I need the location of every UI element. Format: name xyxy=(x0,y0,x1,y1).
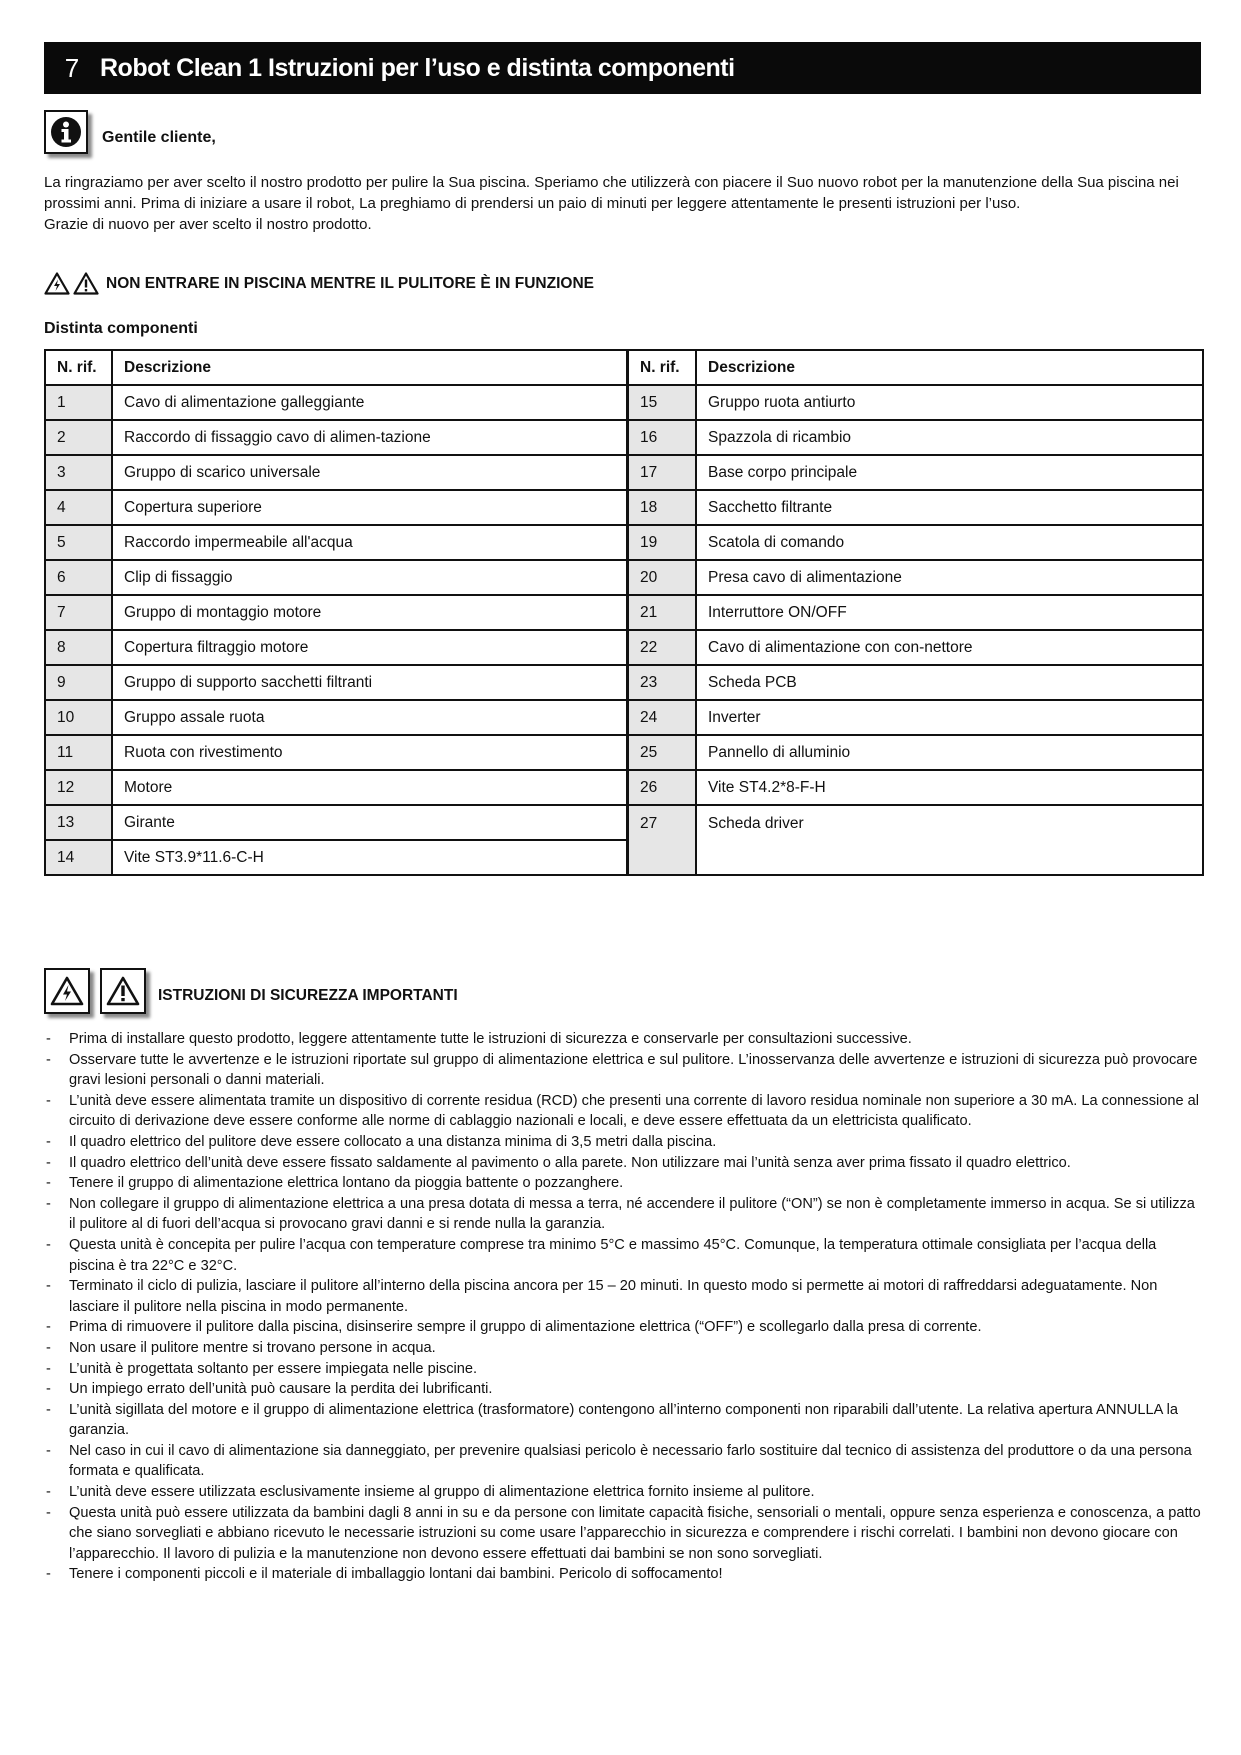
table-header-row xyxy=(45,350,1203,385)
ref-cell: 16 xyxy=(628,420,696,455)
ref-cell: 2 xyxy=(45,420,112,455)
ref-cell: 21 xyxy=(628,595,696,630)
description-cell: Sacchetto filtrante xyxy=(696,490,1203,525)
ref-cell: 26 xyxy=(628,770,696,805)
list-item: - Non usare il pulitore mentre si trovano persone in acqua. xyxy=(44,1338,1204,1359)
ref-cell: 14 xyxy=(45,840,112,875)
table-row xyxy=(45,805,1203,840)
description-cell: Gruppo assale ruota xyxy=(112,700,627,735)
description-cell: Inverter xyxy=(696,700,1203,735)
warning-icon xyxy=(100,968,146,1014)
description-cell: Presa cavo di alimentazione xyxy=(696,560,1203,595)
description-cell: Scheda driver xyxy=(696,805,1203,875)
section-number: 7 xyxy=(64,52,80,83)
ref-cell: 6 xyxy=(45,560,112,595)
description-cell: Copertura filtraggio motore xyxy=(112,630,627,665)
list-item: - Non collegare il gruppo di alimentazione elettrica a una presa dotata di messa a terra, né accendere il pulitore (“ON”) se non è completamente immerso in acqua. Se si utilizza il pulitore al di fuori dell’acqua si provocano gravi danni e si rende nulla la garanzia. xyxy=(44,1194,1204,1235)
greeting-row xyxy=(44,110,216,154)
list-item: - L’unità deve essere utilizzata esclusivamente insieme al gruppo di alimentazione elettrica fornito insieme al pulitore. xyxy=(44,1482,1204,1503)
ref-cell: 20 xyxy=(628,560,696,595)
pool-warning-text: NON ENTRARE IN PISCINA MENTRE IL PULITORE È IN FUNZIONE xyxy=(106,274,594,292)
table-row xyxy=(45,770,1203,805)
table-row xyxy=(45,385,1203,420)
warning-icon xyxy=(73,272,99,295)
description-cell: Scatola di comando xyxy=(696,525,1203,560)
description-cell: Clip di fissaggio xyxy=(112,560,627,595)
column-header-ref: N. rif. xyxy=(628,350,696,385)
description-cell: Gruppo di scarico universale xyxy=(112,455,627,490)
ref-cell: 24 xyxy=(628,700,696,735)
column-header-description: Descrizione xyxy=(112,350,627,385)
list-item: - Un impiego errato dell’unità può causare la perdita dei lubrificanti. xyxy=(44,1379,1204,1400)
safety-heading xyxy=(44,968,458,1014)
list-item: - Terminato il ciclo di pulizia, lasciare il pulitore all’interno della piscina ancora per 15 – 20 minuti. In questo modo si permette ai motori di raffreddarsi adeguatamente. Non lasciare il pulitore nella piscina in modo permanente. xyxy=(44,1276,1204,1317)
ref-cell: 23 xyxy=(628,665,696,700)
ref-cell: 18 xyxy=(628,490,696,525)
description-cell: Interruttore ON/OFF xyxy=(696,595,1203,630)
ref-cell: 10 xyxy=(45,700,112,735)
intro-text xyxy=(44,172,1204,235)
ref-cell: 19 xyxy=(628,525,696,560)
list-item: - Il quadro elettrico dell’unità deve essere fissato saldamente al pavimento o alla parete. Non utilizzare mai l’unità senza aver prima fissato il quadro elettrico. xyxy=(44,1153,1204,1174)
components-title: Distinta componenti xyxy=(44,320,198,337)
description-cell: Base corpo principale xyxy=(696,455,1203,490)
intro-paragraph: Grazie di nuovo per aver scelto il nostro prodotto. xyxy=(44,216,372,233)
list-item: - Nel caso in cui il cavo di alimentazione sia danneggiato, per prevenire qualsiasi pericolo è necessario farlo sostituire dal tecnico di assistenza del produttore o da una persona formata e qualificata. xyxy=(44,1441,1204,1482)
list-item: - L’unità è progettata soltanto per essere impiegata nelle piscine. xyxy=(44,1359,1204,1380)
description-cell: Vite ST3.9*11.6-C-H xyxy=(112,840,627,875)
description-cell: Cavo di alimentazione galleggiante xyxy=(112,385,627,420)
description-cell: Girante xyxy=(112,805,627,840)
ref-cell: 12 xyxy=(45,770,112,805)
greeting: Gentile cliente, xyxy=(102,129,216,146)
info-icon xyxy=(44,110,88,154)
list-item: - Tenere i componenti piccoli e il materiale di imballaggio lontani dai bambini. Pericolo di soffocamento! xyxy=(44,1564,1204,1585)
description-cell: Gruppo di supporto sacchetti filtranti xyxy=(112,665,627,700)
ref-cell: 25 xyxy=(628,735,696,770)
table-row xyxy=(45,735,1203,770)
list-item: - Prima di rimuovere il pulitore dalla piscina, disinserire sempre il gruppo di alimentazione elettrica (“OFF”) e scollegarlo dalla presa di corrente. xyxy=(44,1317,1204,1338)
column-header-ref: N. rif. xyxy=(45,350,112,385)
table-row xyxy=(45,420,1203,455)
description-cell: Pannello di alluminio xyxy=(696,735,1203,770)
ref-cell: 13 xyxy=(45,805,112,840)
electric-hazard-icon xyxy=(44,272,70,295)
table-row xyxy=(45,630,1203,665)
ref-cell: 4 xyxy=(45,490,112,525)
ref-cell: 1 xyxy=(45,385,112,420)
ref-cell: 3 xyxy=(45,455,112,490)
ref-cell: 15 xyxy=(628,385,696,420)
ref-cell: 27 xyxy=(628,805,696,875)
table-row xyxy=(45,525,1203,560)
safety-title: ISTRUZIONI DI SICUREZZA IMPORTANTI xyxy=(158,987,458,1004)
description-cell: Motore xyxy=(112,770,627,805)
ref-cell: 17 xyxy=(628,455,696,490)
table-row xyxy=(45,700,1203,735)
ref-cell: 5 xyxy=(45,525,112,560)
description-cell: Spazzola di ricambio xyxy=(696,420,1203,455)
ref-cell: 9 xyxy=(45,665,112,700)
list-item: - Tenere il gruppo di alimentazione elettrica lontano da pioggia battente o pozzanghere. xyxy=(44,1173,1204,1194)
list-item: - Questa unità è concepita per pulire l’acqua con temperature comprese tra minimo 5°C e massimo 45°C. Comunque, la temperatura ottimale consigliata per l’acqua della piscina è tra 22°C e 32°C. xyxy=(44,1235,1204,1276)
table-row xyxy=(45,490,1203,525)
description-cell: Scheda PCB xyxy=(696,665,1203,700)
section-title: Robot Clean 1 Istruzioni per l’uso e distinta componenti xyxy=(100,53,735,82)
list-item: - L’unità deve essere alimentata tramite un dispositivo di corrente residua (RCD) che presenti una corrente di lavoro residua nominale non superiore a 30 mA. La connessione al circuito di derivazione deve essere conforme alle norme di cablaggio nazionali e locali, e deve essere effettuata da un elettricista qualificato. xyxy=(44,1091,1204,1132)
table-row xyxy=(45,665,1203,700)
description-cell: Ruota con rivestimento xyxy=(112,735,627,770)
intro-paragraph: La ringraziamo per aver scelto il nostro prodotto per pulire la Sua piscina. Speriamo che utilizzerà con piacere il Suo nuovo robot per la manutenzione della Sua piscina nei prossimi anni. Prima di iniziare a usare il robot, La preghiamo di prendersi un paio di minuti per leggere attentamente le presenti istruzioni per l’uso. xyxy=(44,174,1179,212)
ref-cell: 8 xyxy=(45,630,112,665)
list-item: - L’unità sigillata del motore e il gruppo di alimentazione elettrica (trasformatore) contengono all’interno componenti non riparabili dall’utente. La relativa apertura ANNULLA la garanzia. xyxy=(44,1400,1204,1441)
description-cell: Raccordo impermeabile all'acqua xyxy=(112,525,627,560)
description-cell: Gruppo ruota antiurto xyxy=(696,385,1203,420)
safety-list xyxy=(44,1029,1204,1585)
ref-cell: 7 xyxy=(45,595,112,630)
column-header-description: Descrizione xyxy=(696,350,1203,385)
list-item: - Osservare tutte le avvertenze e le istruzioni riportate sul gruppo di alimentazione elettrica e sul pulitore. L’inosservanza delle avvertenze e istruzioni di sicurezza può provocare gravi lesioni personali o danni materiali. xyxy=(44,1050,1204,1091)
description-cell: Gruppo di montaggio motore xyxy=(112,595,627,630)
ref-cell: 11 xyxy=(45,735,112,770)
list-item: - Il quadro elettrico del pulitore deve essere collocato a una distanza minima di 3,5 metri dalla piscina. xyxy=(44,1132,1204,1153)
table-row xyxy=(45,560,1203,595)
section-header xyxy=(44,42,1201,94)
table-row xyxy=(45,595,1203,630)
list-item: - Prima di installare questo prodotto, leggere attentamente tutte le istruzioni di sicurezza e conservarle per consultazioni successive. xyxy=(44,1029,1204,1050)
components-table xyxy=(44,349,1204,876)
description-cell: Cavo di alimentazione con con-nettore xyxy=(696,630,1203,665)
description-cell: Raccordo di fissaggio cavo di alimen-tazione xyxy=(112,420,627,455)
list-item: - Questa unità può essere utilizzata da bambini dagli 8 anni in su e da persone con limitate capacità fisiche, sensoriali o mentali, oppure senza esperienza e conoscenza, a patto che siano sorvegliati e abbiano ricevuto le necessarie istruzioni su come usare l’apparecchio in sicurezza e comprendere i rischi correlati. I bambini non devono giocare con l’apparecchio. Il lavoro di pulizia e la manutenzione non devono essere effettuati dai bambini se non sono sorvegliati. xyxy=(44,1503,1204,1565)
pool-warning xyxy=(44,272,594,295)
ref-cell: 22 xyxy=(628,630,696,665)
description-cell: Copertura superiore xyxy=(112,490,627,525)
table-row xyxy=(45,455,1203,490)
electric-hazard-icon xyxy=(44,968,90,1014)
description-cell: Vite ST4.2*8-F-H xyxy=(696,770,1203,805)
